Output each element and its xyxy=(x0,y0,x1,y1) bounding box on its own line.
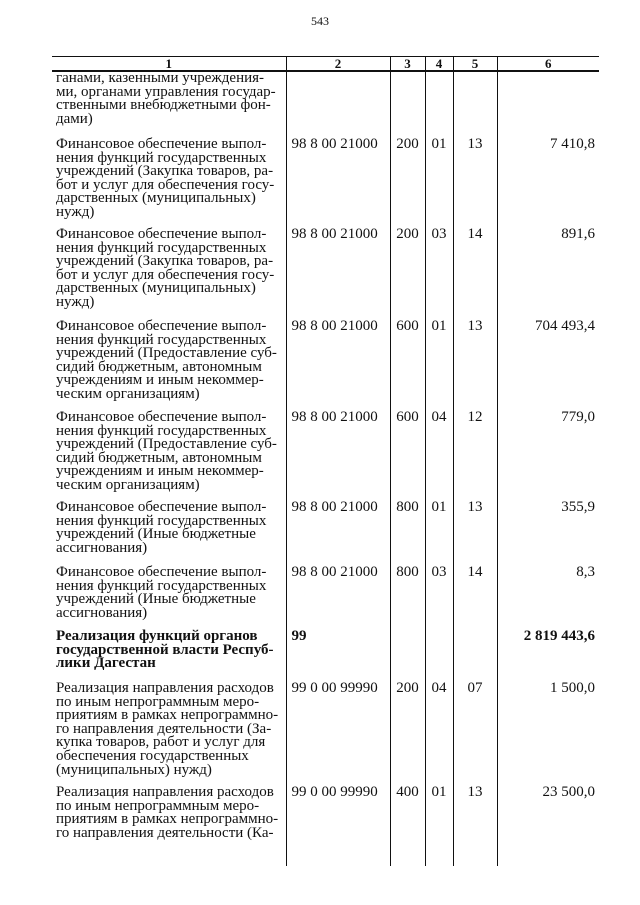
row-amount: 2 819 443,6 xyxy=(497,630,599,682)
row-col-5 xyxy=(453,71,497,138)
header-col-6: 6 xyxy=(497,57,599,72)
row-code: 98 8 00 21000 xyxy=(286,411,390,501)
row-col-5: 12 xyxy=(453,411,497,501)
budget-table xyxy=(52,56,599,866)
row-col-3: 200 xyxy=(390,682,425,786)
row-code: 99 xyxy=(286,630,390,682)
row-name: Финансовое обеспечение выпол-нения функций государственных учреждений (Предоставление суб-сидий бюджетным, автономным учреждениям и иным некоммер-ческим организациям) xyxy=(56,409,277,493)
row-col-3: 600 xyxy=(390,411,425,501)
table-row xyxy=(52,320,599,411)
row-amount: 779,0 xyxy=(497,411,599,501)
header-col-2: 2 xyxy=(286,57,390,72)
row-col-4: 04 xyxy=(425,411,453,501)
row-col-5: 14 xyxy=(453,228,497,320)
row-name: Финансовое обеспечение выпол-нения функций государственных учреждений (Предоставление суб-сидий бюджетным, автономным учреждениям и иным некоммер-ческим организациям) xyxy=(56,318,277,402)
row-code xyxy=(286,71,390,138)
row-amount: 8,3 xyxy=(497,566,599,630)
row-col-5 xyxy=(453,630,497,682)
row-amount: 23 500,0 xyxy=(497,786,599,866)
table-row xyxy=(52,138,599,228)
row-amount: 7 410,8 xyxy=(497,138,599,228)
row-name: Финансовое обеспечение выпол-нения функций государственных учреждений (Иные бюджетные ассигнования) xyxy=(56,564,267,621)
table-row xyxy=(52,786,599,866)
row-name: Реализация направления расходов по иным непрограммным меро-приятиям в рамках непрограммно-го направления деятельности (За-купка товаров, работ и услуг для обеспечения государственных (муниципальных) нужд) xyxy=(56,680,279,778)
row-col-5: 13 xyxy=(453,138,497,228)
row-col-4: 01 xyxy=(425,501,453,566)
row-col-3 xyxy=(390,630,425,682)
header-col-3: 3 xyxy=(390,57,425,72)
row-name: Финансовое обеспечение выпол-нения функций государственных учреждений (Закупка товаров, ра-бот и услуг для обеспечения госу-дарственных (муниципальных) нужд) xyxy=(56,226,275,310)
header-col-1: 1 xyxy=(52,57,286,72)
row-col-4 xyxy=(425,630,453,682)
header-col-5: 5 xyxy=(453,57,497,72)
header-row xyxy=(52,57,599,72)
row-name: Финансовое обеспечение выпол-нения функций государственных учреждений (Иные бюджетные ассигнования) xyxy=(56,499,267,556)
header-col-4: 4 xyxy=(425,57,453,72)
row-col-4: 01 xyxy=(425,786,453,866)
row-name: Реализация направления расходов по иным непрограммным меро-приятиям в рамках непрограммно-го направления деятельности (Ка- xyxy=(56,784,279,841)
table-body xyxy=(52,71,599,866)
row-col-5: 14 xyxy=(453,566,497,630)
table-row xyxy=(52,411,599,501)
row-col-4: 01 xyxy=(425,138,453,228)
row-col-5: 13 xyxy=(453,320,497,411)
row-name: ганами, казенными учреждения-ми, органами управления государ-ственными внебюджетными фон-дами) xyxy=(56,70,276,127)
row-code: 98 8 00 21000 xyxy=(286,501,390,566)
row-name: Реализация функций органов государственной власти Респуб-лики Дагестан xyxy=(56,628,274,672)
row-col-3: 600 xyxy=(390,320,425,411)
row-col-3: 800 xyxy=(390,501,425,566)
row-col-3: 200 xyxy=(390,228,425,320)
row-col-4 xyxy=(425,71,453,138)
row-amount: 891,6 xyxy=(497,228,599,320)
row-name: Финансовое обеспечение выпол-нения функций государственных учреждений (Закупка товаров, ра-бот и услуг для обеспечения госу-дарственных (муниципальных) нужд) xyxy=(56,136,275,220)
table-row xyxy=(52,566,599,630)
table-row xyxy=(52,682,599,786)
row-code: 99 0 00 99990 xyxy=(286,682,390,786)
table-row xyxy=(52,71,599,138)
row-col-3: 800 xyxy=(390,566,425,630)
row-code: 98 8 00 21000 xyxy=(286,228,390,320)
page-number: 543 xyxy=(311,14,329,28)
row-col-5: 13 xyxy=(453,501,497,566)
row-amount: 704 493,4 xyxy=(497,320,599,411)
row-code: 98 8 00 21000 xyxy=(286,320,390,411)
row-col-5: 07 xyxy=(453,682,497,786)
table-row-section xyxy=(52,630,599,682)
row-amount: 1 500,0 xyxy=(497,682,599,786)
row-col-3: 200 xyxy=(390,138,425,228)
budget-table-container xyxy=(52,56,599,905)
row-col-4: 04 xyxy=(425,682,453,786)
row-col-4: 03 xyxy=(425,228,453,320)
row-amount xyxy=(497,71,599,138)
table-row xyxy=(52,228,599,320)
row-amount: 355,9 xyxy=(497,501,599,566)
row-col-4: 03 xyxy=(425,566,453,630)
row-code: 98 8 00 21000 xyxy=(286,138,390,228)
row-col-3 xyxy=(390,71,425,138)
row-col-5: 13 xyxy=(453,786,497,866)
row-col-3: 400 xyxy=(390,786,425,866)
table-row xyxy=(52,501,599,566)
row-code: 99 0 00 99990 xyxy=(286,786,390,866)
row-col-4: 01 xyxy=(425,320,453,411)
row-code: 98 8 00 21000 xyxy=(286,566,390,630)
